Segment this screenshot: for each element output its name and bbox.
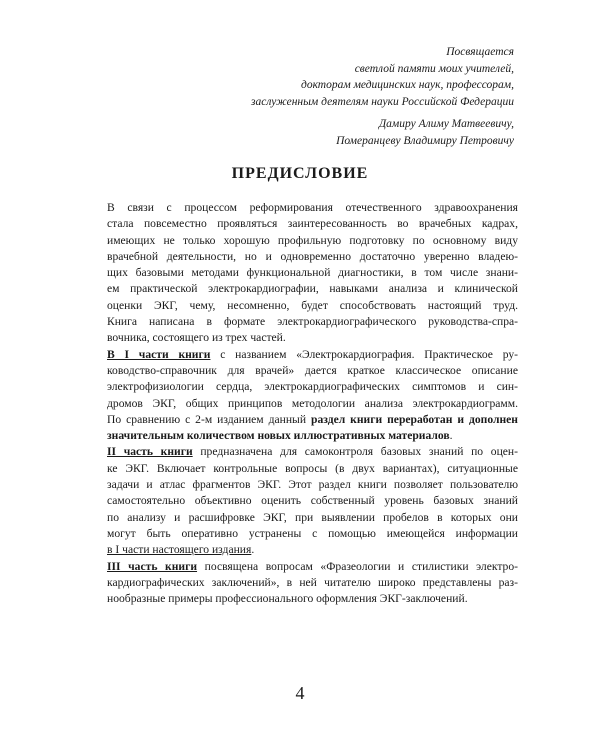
dedication-name: Померанцеву Владимиру Петровичу <box>336 134 514 147</box>
text-line: по анализу и расшифровке ЭКГ, при выявлении пробелов в которых они <box>107 510 518 524</box>
dedication-name: Дамиру Алиму Матвеевичу, <box>378 118 514 130</box>
text-line: оценки ЭКГ, чему, несомненно, будет способствовать настоящий труд. <box>107 298 518 312</box>
text-line: ководство-справочник для врачей» дается краткое классическое описание <box>107 363 518 377</box>
text-fragment: с названием «Электрокардиография. Практическое ру- <box>210 347 518 361</box>
paragraph-intro <box>93 200 518 347</box>
text-line: врачебной деятельности, но и одновременно достаточно уверенно владею- <box>107 249 518 263</box>
text-line: щих базовыми методами функциональной диагностики, в том числе знани- <box>107 266 518 280</box>
text-line: нообразные примеры профессионального оформления ЭКГ-заключений. <box>107 592 468 606</box>
preface-body <box>93 200 518 607</box>
text-line: задачи и атлас фрагментов ЭКГ. Этот раздел книги позволяет пользователю <box>107 478 518 492</box>
part-3-heading: III часть книги <box>107 559 198 573</box>
text-line: могут быть оперативно устранены с помощью имеющейся информации <box>107 526 518 540</box>
text-line: В связи с процессом реформирования отечественного здравоохранения <box>107 201 518 214</box>
text-line <box>93 444 518 460</box>
bold-fragment: раздел книги переработан и дополнен <box>311 412 518 426</box>
text-line <box>93 542 518 558</box>
text-line: стала повсеместно проявляться заинтересованность во врачебных кадрах, <box>107 217 518 231</box>
text-line: ке ЭКГ. Включает контрольные вопросы (в двух вариантах), ситуационные <box>107 461 518 475</box>
text-line <box>93 559 518 575</box>
paragraph-part-1 <box>93 347 518 445</box>
part-1-heading: В I части книги <box>107 347 211 361</box>
part-2-heading: II часть книги <box>107 445 193 459</box>
dedication-line: Посвящается <box>446 46 514 58</box>
page-title: ПРЕДИСЛОВИЕ <box>231 165 369 182</box>
text-fragment: предназначена для самоконтроля базовых знаний по оцен- <box>192 445 518 459</box>
dedication-line: светлой памяти моих учителей, <box>354 62 514 75</box>
text-line: дромов ЭКГ, общих принципов методологии анализа электрокардиограмм. <box>107 396 518 410</box>
text-fragment: посвящена вопросам «Фразеологии и стилистики электро- <box>197 559 518 573</box>
part-1-reference: в I части настоящего издания <box>107 543 252 557</box>
dedication <box>251 44 514 149</box>
dedication-names <box>251 116 514 149</box>
page-number: 4 <box>295 683 305 703</box>
text-line <box>93 412 518 428</box>
text-line: электрофизиологии сердца, электрокардиографических симптомов и син- <box>107 380 518 394</box>
text-fragment: . <box>251 543 255 557</box>
text-line: имеющих не только хорошую профильную подготовку по основному виду <box>107 233 518 247</box>
text-line: кардиографических заключений», в ней читателю широко представлены раз- <box>107 575 518 589</box>
text-fragment: . <box>449 429 453 443</box>
dedication-line: заслуженным деятелям науки Российской Федерации <box>251 95 514 108</box>
bold-fragment: значительным количеством новых иллюстративных материалов <box>107 429 450 443</box>
text-line: самостоятельно объективно оценить собственный уровень базовых знаний <box>107 494 518 508</box>
text-fragment: По сравнению с 2-м изданием данный <box>107 412 312 426</box>
paragraph-part-2 <box>93 444 518 558</box>
text-line <box>93 428 518 444</box>
text-line <box>93 347 518 363</box>
text-line: Книга написана в формате электрокардиографического руководства-спра- <box>107 315 518 329</box>
paragraph-part-3 <box>93 559 518 608</box>
text-line: ем практической электрокардиографии, навыками анализа и клинической <box>107 282 518 296</box>
dedication-line: докторам медицинских наук, профессорам, <box>301 79 514 91</box>
text-line: вочника, состоящего из трех частей. <box>107 331 286 345</box>
